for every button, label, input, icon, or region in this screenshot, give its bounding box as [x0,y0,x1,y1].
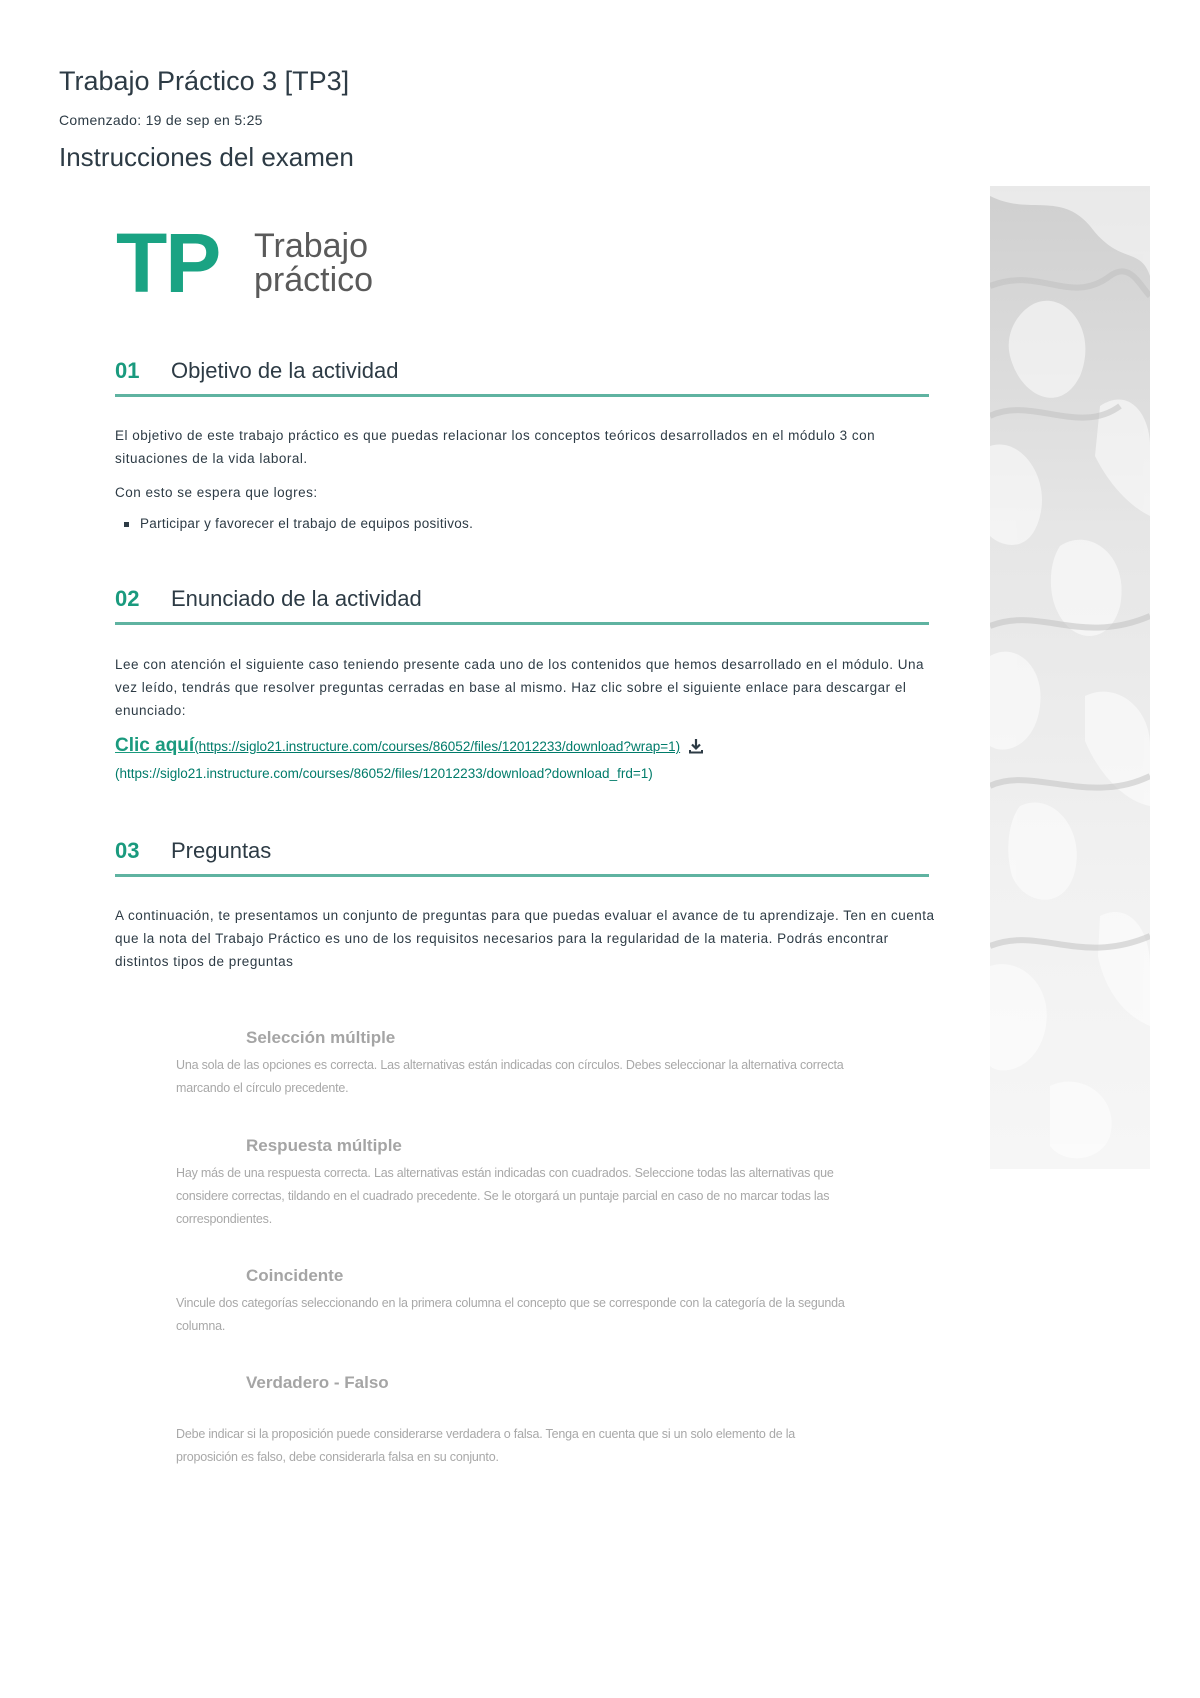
question-type-title: Selección múltiple [246,1028,396,1047]
instructions-heading: Instrucciones del examen [59,142,354,172]
section-title: Enunciado de la actividad [171,586,422,611]
preguntas-paragraph: A continuación, te presentamos un conjunto de preguntas para que puedas evaluar el avance de tu aprendizaje. Ten en cuenta que la nota del Trabajo Práctico es uno de los requisitos necesarios para la regularidad de la materia. Podrás encontrar distintos tipos de preguntas [115,908,935,969]
question-type-coincidente [176,1266,856,1338]
question-type-title: Verdadero - Falso [246,1373,389,1392]
page-title: Trabajo Práctico 3 [TP3] [59,66,350,96]
question-type-title: Respuesta múltiple [246,1136,402,1155]
clic-aqui-link[interactable]: Clic aquí [115,735,195,756]
architecture-pattern [990,186,1150,1169]
logros-list [115,516,473,531]
question-type-title: Coincidente [246,1266,344,1285]
section-number: 01 [115,358,140,383]
question-type-respuesta-multiple [176,1136,856,1231]
decorative-side-image [990,186,1150,1169]
question-type-description: Vincule dos categorías seleccionando en la primera columna el concepto que se corresponde con la categoría de la segunda columna. [176,1296,845,1333]
question-type-description: Debe indicar si la proposición puede considerarse verdadera o falsa. Tenga en cuenta que si un solo elemento de la proposición es falso, debe considerarla falsa en su conjunto. [176,1427,796,1464]
question-type-description: Hay más de una respuesta correcta. Las alternativas están indicadas con cuadrados. Seleccione todas las alternativas que considere correctas, tildando en el cuadrado precedente. Se le otorgará un puntaje parcial en caso de no marcar todas las correspondientes. [176,1166,834,1226]
question-type-description: Una sola de las opciones es correcta. Las alternativas están indicadas con círculos. Debes seleccionar la alternativa correcta marcando el círculo precedente. [176,1058,844,1095]
download-link-line [115,735,704,757]
section-title: Objetivo de la actividad [171,358,399,383]
tp-logo [116,216,416,310]
download-icon[interactable] [688,738,704,754]
section-title: Preguntas [171,838,272,863]
section-number: 03 [115,838,140,863]
started-timestamp: Comenzado: 19 de sep en 5:25 [59,112,263,128]
objetivo-paragraph: El objetivo de este trabajo práctico es que puedas relacionar los conceptos teóricos desarrollados en el módulo 3 con situaciones de la vida laboral. [115,428,876,466]
download-url-direct[interactable]: (https://siglo21.instructure.com/courses/86052/files/12012233/download?download_frd=1) [115,766,653,781]
objetivo-intro-logros: Con esto se espera que logres: [115,485,318,500]
enunciado-paragraph: Lee con atención el siguiente caso teniendo presente cada uno de los contenidos que hemos desarrollado en el módulo. Una vez leído, tendrás que resolver preguntas cerradas en base al mismo. Haz clic sobre el siguiente enlace para descargar el enunciado: [115,657,925,718]
section-header-enunciado [115,578,929,625]
section-number: 02 [115,586,140,611]
question-type-seleccion-multiple [176,1028,856,1100]
question-type-verdadero-falso [176,1373,856,1469]
section-header-preguntas [115,830,929,877]
list-item: Participar y favorecer el trabajo de equipos positivos. [115,516,473,531]
section-header-objetivo [115,350,929,397]
tp-logo-word-practico: práctico [254,261,374,299]
download-url-link[interactable]: (https://siglo21.instructure.com/courses/86052/files/12012233/download?wrap=1) [194,739,681,754]
tp-logo-letters: TP [116,216,220,310]
tp-logo-word-trabajo: Trabajo [254,227,369,265]
